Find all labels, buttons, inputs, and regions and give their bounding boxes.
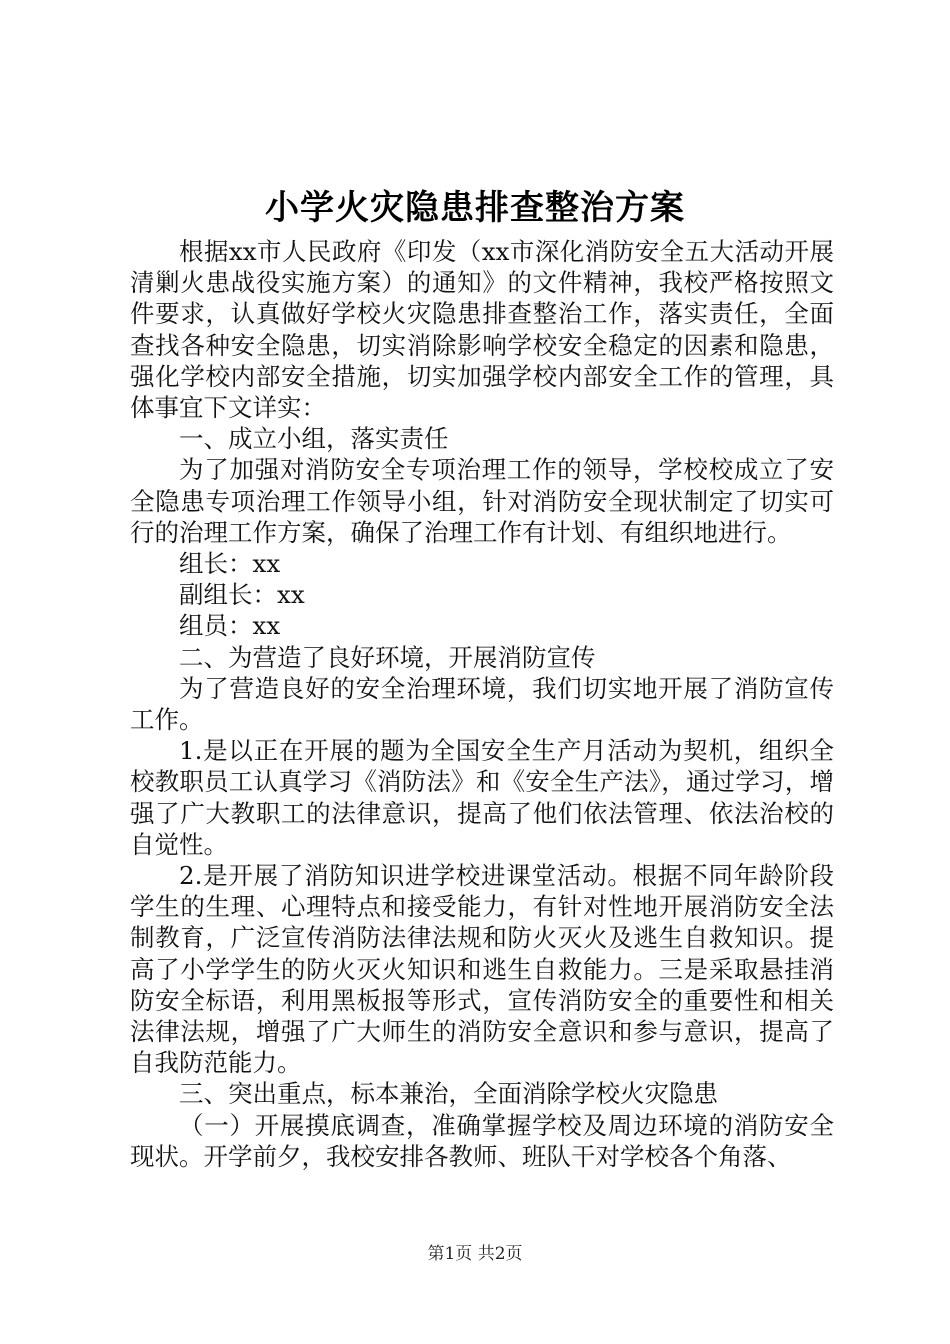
document-body bbox=[130, 236, 834, 1172]
members-line: 组员：xx bbox=[179, 611, 281, 641]
group-leader-line: 组长：xx bbox=[179, 549, 281, 579]
page-footer: 第1页 共2页 bbox=[427, 1244, 523, 1264]
body-paragraph: 为了加强对消防安全专项治理工作的领导，学校校成立了安全隐患专项治理工作领导小组，针对消防安全现状制定了切实可行的治理工作方案，确保了治理工作有计划、有组织地进行。 bbox=[130, 455, 834, 547]
list-item-1: 1.是以正在开展的题为全国安全生产月活动为契机，组织全校教职员工认真学习《消防法》和《安全生产法》，通过学习，增强了广大教职工的法律意识，提高了他们依法管理、依法治校的自觉性。 bbox=[130, 736, 834, 859]
section-heading-1: 一、成立小组，落实责任 bbox=[179, 424, 449, 454]
document-title: 小学火灾隐患排查整治方案 bbox=[265, 188, 685, 228]
body-paragraph: 为了营造良好的安全治理环境，我们切实地开展了消防宣传工作。 bbox=[130, 673, 834, 735]
list-item-2: 2.是开展了消防知识进学校进课堂活动。根据不同年龄阶段学生的生理、心理特点和接受能力，有针对性地开展消防安全法制教育，广泛宣传消防法律法规和防火灭火及逃生自救知识。提高了小学学生的防火灭火知识和逃生自救能力。三是采取悬挂消防安全标语，利用黑板报等形式，宣传消防安全的重要性和相关法律法规，增强了广大师生的消防安全意识和参与意识，提高了自我防范能力。 bbox=[130, 861, 834, 1078]
section-heading-3: 三、突出重点，标本兼治，全面消除学校火灾隐患 bbox=[179, 1079, 718, 1109]
section-heading-2: 二、为营造了良好环境，开展消防宣传 bbox=[179, 642, 596, 672]
sub-item-1: （一）开展摸底调查，准确掌握学校及周边环境的消防安全现状。开学前夕，我校安排各教师、班队干对学校各个角落、 bbox=[130, 1110, 834, 1171]
deputy-leader-line: 副组长：xx bbox=[179, 580, 305, 610]
intro-paragraph: 根据xx市人民政府《印发（xx市深化消防安全五大活动开展清剿火患战役实施方案）的通知》的文件精神，我校严格按照文件要求，认真做好学校火灾隐患排查整治工作，落实责任，全面查找各种安全隐患，切实消除影响学校安全稳定的因素和隐患，强化学校内部安全措施，切实加强学校内部安全工作的管理，具体事宜下文详实： bbox=[130, 237, 834, 423]
